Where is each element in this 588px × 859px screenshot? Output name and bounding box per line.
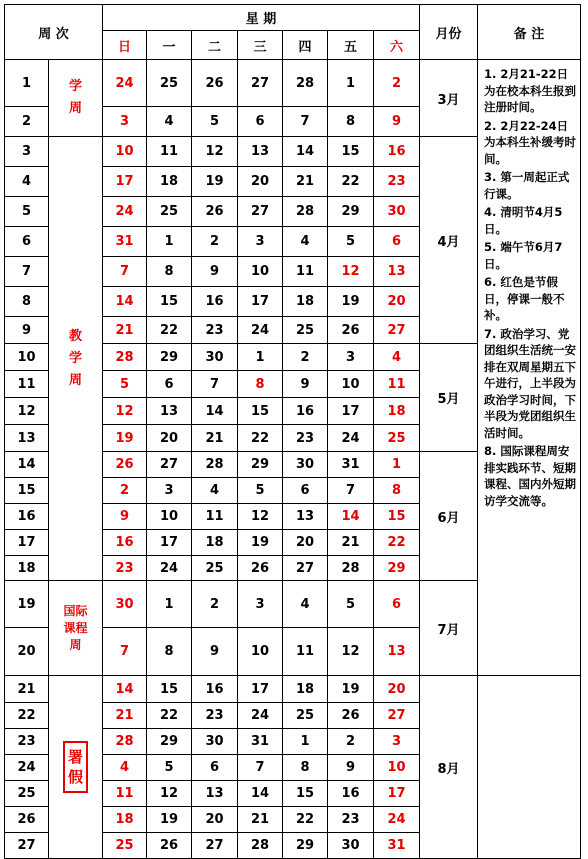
date-cell: 8 (328, 107, 374, 137)
date-cell: 14 (238, 781, 283, 807)
week-number: 27 (5, 833, 49, 859)
week-number: 19 (5, 581, 49, 628)
weekday-2: 二 (192, 31, 238, 60)
date-cell: 10 (328, 371, 374, 398)
date-cell: 25 (147, 60, 192, 107)
date-cell: 24 (238, 317, 283, 344)
date-cell: 24 (147, 556, 192, 581)
week-number: 11 (5, 371, 49, 398)
date-cell: 28 (283, 197, 328, 227)
date-cell: 13 (238, 137, 283, 167)
date-cell: 9 (103, 504, 147, 530)
date-cell: 16 (192, 676, 238, 703)
month-cell: 3月 (420, 60, 478, 137)
date-cell: 30 (283, 452, 328, 478)
date-cell: 13 (374, 257, 420, 287)
week-number: 16 (5, 504, 49, 530)
date-cell: 21 (103, 317, 147, 344)
week-number: 14 (5, 452, 49, 478)
note-item: 1. 2月21-22日为在校本科生报到注册时间。 (484, 67, 576, 114)
date-cell: 10 (147, 504, 192, 530)
date-cell: 5 (103, 371, 147, 398)
date-cell: 14 (283, 137, 328, 167)
date-cell: 26 (192, 197, 238, 227)
date-cell: 26 (238, 556, 283, 581)
date-cell: 27 (238, 60, 283, 107)
date-cell: 8 (147, 628, 192, 676)
date-cell: 21 (103, 703, 147, 729)
date-cell: 12 (103, 398, 147, 425)
date-cell: 7 (192, 371, 238, 398)
date-cell: 19 (238, 530, 283, 556)
date-cell: 18 (374, 398, 420, 425)
date-cell: 30 (192, 344, 238, 371)
date-cell: 31 (374, 833, 420, 859)
date-cell: 21 (192, 425, 238, 452)
date-cell: 30 (192, 729, 238, 755)
date-cell: 8 (238, 371, 283, 398)
date-cell: 10 (238, 628, 283, 676)
week-number: 20 (5, 628, 49, 676)
date-cell: 5 (328, 581, 374, 628)
date-cell: 19 (192, 167, 238, 197)
date-cell: 29 (147, 344, 192, 371)
month-cell: 4月 (420, 137, 478, 344)
date-cell: 28 (283, 60, 328, 107)
weekday-header: 星 期 (103, 5, 420, 31)
date-cell: 18 (283, 676, 328, 703)
date-cell: 22 (147, 703, 192, 729)
week-number: 25 (5, 781, 49, 807)
date-cell: 1 (147, 227, 192, 257)
date-cell: 4 (147, 107, 192, 137)
date-cell: 26 (192, 60, 238, 107)
date-cell: 7 (103, 257, 147, 287)
date-cell: 5 (238, 478, 283, 504)
date-cell: 18 (147, 167, 192, 197)
date-cell: 16 (374, 137, 420, 167)
date-cell: 23 (192, 703, 238, 729)
date-cell: 25 (283, 703, 328, 729)
week-number: 10 (5, 344, 49, 371)
date-cell: 16 (283, 398, 328, 425)
date-cell: 2 (103, 478, 147, 504)
date-cell: 5 (147, 755, 192, 781)
week-number: 22 (5, 703, 49, 729)
date-cell: 5 (328, 227, 374, 257)
date-cell: 22 (328, 167, 374, 197)
week-number: 5 (5, 197, 49, 227)
date-cell: 14 (328, 504, 374, 530)
date-cell: 16 (192, 287, 238, 317)
date-cell: 25 (192, 556, 238, 581)
date-cell: 6 (238, 107, 283, 137)
note-item: 4. 清明节4月5日。 (484, 205, 563, 236)
date-cell: 21 (283, 167, 328, 197)
date-cell: 9 (192, 257, 238, 287)
date-cell: 3 (238, 227, 283, 257)
date-cell: 12 (328, 628, 374, 676)
date-cell: 8 (283, 755, 328, 781)
week-number: 7 (5, 257, 49, 287)
date-cell: 14 (103, 287, 147, 317)
date-cell: 7 (238, 755, 283, 781)
date-cell: 24 (374, 807, 420, 833)
date-cell: 7 (283, 107, 328, 137)
academic-calendar-table (4, 4, 581, 859)
date-cell: 1 (328, 60, 374, 107)
date-cell: 31 (328, 452, 374, 478)
phase-study (49, 60, 103, 137)
date-cell: 24 (103, 197, 147, 227)
date-cell: 29 (374, 556, 420, 581)
week-number: 2 (5, 107, 49, 137)
week-number: 17 (5, 530, 49, 556)
date-cell: 15 (374, 504, 420, 530)
month-cell: 6月 (420, 452, 478, 581)
week-row (5, 676, 581, 703)
week-number: 15 (5, 478, 49, 504)
weekday-3: 三 (238, 31, 283, 60)
date-cell: 6 (283, 478, 328, 504)
date-cell: 12 (192, 137, 238, 167)
date-cell: 31 (238, 729, 283, 755)
week-number: 26 (5, 807, 49, 833)
note-item: 2. 2月22-24日为本科生补缓考时间。 (484, 118, 576, 166)
note-item: 6. 红色是节假日，停课一般不补。 (484, 275, 565, 322)
date-cell: 4 (283, 581, 328, 628)
date-cell: 27 (192, 833, 238, 859)
date-cell: 11 (103, 781, 147, 807)
date-cell: 14 (103, 676, 147, 703)
date-cell: 17 (238, 287, 283, 317)
date-cell: 28 (103, 729, 147, 755)
date-cell: 25 (283, 317, 328, 344)
date-cell: 6 (192, 755, 238, 781)
date-cell: 16 (328, 781, 374, 807)
date-cell: 13 (374, 628, 420, 676)
date-cell: 15 (283, 781, 328, 807)
week-number-header: 周 次 (5, 5, 103, 60)
date-cell: 15 (147, 287, 192, 317)
date-cell: 2 (283, 344, 328, 371)
date-cell: 18 (192, 530, 238, 556)
date-cell: 19 (103, 425, 147, 452)
date-cell: 17 (328, 398, 374, 425)
date-cell: 9 (283, 371, 328, 398)
date-cell: 2 (192, 581, 238, 628)
date-cell: 24 (103, 60, 147, 107)
date-cell: 20 (147, 425, 192, 452)
date-cell: 2 (374, 60, 420, 107)
date-cell: 4 (103, 755, 147, 781)
date-cell: 27 (283, 556, 328, 581)
date-cell: 25 (147, 197, 192, 227)
date-cell: 7 (103, 628, 147, 676)
date-cell: 6 (374, 581, 420, 628)
date-cell: 22 (147, 317, 192, 344)
date-cell: 28 (103, 344, 147, 371)
date-cell: 25 (374, 425, 420, 452)
weekday-5: 五 (328, 31, 374, 60)
date-cell: 3 (374, 729, 420, 755)
date-cell: 13 (192, 781, 238, 807)
note-item: 3. 第一周起正式行课。 (484, 170, 570, 201)
date-cell: 29 (328, 197, 374, 227)
date-cell: 10 (103, 137, 147, 167)
date-cell: 28 (328, 556, 374, 581)
date-cell: 13 (147, 398, 192, 425)
date-cell: 27 (374, 317, 420, 344)
date-cell: 26 (103, 452, 147, 478)
date-cell: 11 (283, 628, 328, 676)
date-cell: 30 (103, 581, 147, 628)
date-cell: 20 (374, 287, 420, 317)
date-cell: 13 (283, 504, 328, 530)
week-number: 6 (5, 227, 49, 257)
week-number: 24 (5, 755, 49, 781)
date-cell: 2 (192, 227, 238, 257)
date-cell: 18 (103, 807, 147, 833)
week-number: 9 (5, 317, 49, 344)
week-number: 23 (5, 729, 49, 755)
date-cell: 30 (328, 833, 374, 859)
date-cell: 20 (374, 676, 420, 703)
remarks-empty (478, 676, 581, 859)
date-cell: 30 (374, 197, 420, 227)
month-cell: 8月 (420, 676, 478, 859)
date-cell: 3 (147, 478, 192, 504)
date-cell: 3 (103, 107, 147, 137)
phase-label: 学 周 (68, 79, 82, 116)
date-cell: 7 (328, 478, 374, 504)
date-cell: 11 (147, 137, 192, 167)
note-item: 5. 端午节6月7日。 (484, 240, 563, 271)
date-cell: 22 (283, 807, 328, 833)
date-cell: 24 (238, 703, 283, 729)
date-cell: 9 (328, 755, 374, 781)
date-cell: 31 (103, 227, 147, 257)
date-cell: 26 (328, 317, 374, 344)
date-cell: 29 (147, 729, 192, 755)
date-cell: 22 (374, 530, 420, 556)
vacation-label: 署 假 (63, 741, 88, 793)
date-cell: 17 (238, 676, 283, 703)
date-cell: 12 (238, 504, 283, 530)
date-cell: 1 (147, 581, 192, 628)
date-cell: 10 (238, 257, 283, 287)
date-cell: 19 (147, 807, 192, 833)
date-cell: 27 (374, 703, 420, 729)
date-cell: 17 (147, 530, 192, 556)
date-cell: 9 (374, 107, 420, 137)
date-cell: 6 (374, 227, 420, 257)
date-cell: 12 (147, 781, 192, 807)
date-cell: 6 (147, 371, 192, 398)
month-cell: 5月 (420, 344, 478, 452)
date-cell: 11 (192, 504, 238, 530)
week-number: 12 (5, 398, 49, 425)
month-header: 月份 (420, 5, 478, 60)
date-cell: 3 (328, 344, 374, 371)
date-cell: 23 (192, 317, 238, 344)
note-item: 7. 政治学习、党团组织生活统一安排在双周星期五下午进行，上半段为政治学习时间，下半段为党团组织生活时间。 (484, 326, 576, 440)
phase-label: 国际 课程 周 (63, 603, 88, 652)
date-cell: 29 (283, 833, 328, 859)
date-cell: 23 (374, 167, 420, 197)
date-cell: 10 (374, 755, 420, 781)
week-number: 3 (5, 137, 49, 167)
date-cell: 17 (103, 167, 147, 197)
date-cell: 19 (328, 676, 374, 703)
remarks-notes (478, 60, 581, 676)
date-cell: 9 (192, 628, 238, 676)
date-cell: 15 (328, 137, 374, 167)
date-cell: 19 (328, 287, 374, 317)
week-number: 13 (5, 425, 49, 452)
date-cell: 20 (192, 807, 238, 833)
date-cell: 18 (283, 287, 328, 317)
phase-teach (49, 137, 103, 581)
weekday-4: 四 (283, 31, 328, 60)
date-cell: 23 (283, 425, 328, 452)
week-number: 8 (5, 287, 49, 317)
date-cell: 24 (328, 425, 374, 452)
date-cell: 8 (147, 257, 192, 287)
date-cell: 14 (192, 398, 238, 425)
date-cell: 15 (147, 676, 192, 703)
week-row (5, 60, 581, 107)
week-number: 21 (5, 676, 49, 703)
date-cell: 23 (328, 807, 374, 833)
date-cell: 20 (238, 167, 283, 197)
week-number: 4 (5, 167, 49, 197)
weekday-6: 六 (374, 31, 420, 60)
date-cell: 1 (374, 452, 420, 478)
weekday-1: 一 (147, 31, 192, 60)
date-cell: 15 (238, 398, 283, 425)
date-cell: 28 (192, 452, 238, 478)
date-cell: 21 (238, 807, 283, 833)
note-item: 8. 国际课程周安排实践环节、短期课程、国内外短期访学交流等。 (484, 444, 576, 508)
phase-label: 教 学 周 (68, 328, 82, 388)
date-cell: 3 (238, 581, 283, 628)
week-number: 18 (5, 556, 49, 581)
date-cell: 26 (328, 703, 374, 729)
date-cell: 11 (283, 257, 328, 287)
date-cell: 29 (238, 452, 283, 478)
week-number: 1 (5, 60, 49, 107)
date-cell: 25 (103, 833, 147, 859)
weekday-0: 日 (103, 31, 147, 60)
date-cell: 21 (328, 530, 374, 556)
date-cell: 26 (147, 833, 192, 859)
date-cell: 20 (283, 530, 328, 556)
phase-vacation (49, 676, 103, 859)
date-cell: 27 (147, 452, 192, 478)
date-cell: 16 (103, 530, 147, 556)
date-cell: 2 (328, 729, 374, 755)
date-cell: 27 (238, 197, 283, 227)
month-cell: 7月 (420, 581, 478, 676)
date-cell: 11 (374, 371, 420, 398)
date-cell: 4 (283, 227, 328, 257)
date-cell: 23 (103, 556, 147, 581)
date-cell: 5 (192, 107, 238, 137)
date-cell: 4 (192, 478, 238, 504)
date-cell: 1 (283, 729, 328, 755)
phase-intl (49, 581, 103, 676)
date-cell: 4 (374, 344, 420, 371)
date-cell: 8 (374, 478, 420, 504)
date-cell: 1 (238, 344, 283, 371)
date-cell: 22 (238, 425, 283, 452)
date-cell: 17 (374, 781, 420, 807)
date-cell: 12 (328, 257, 374, 287)
date-cell: 28 (238, 833, 283, 859)
remarks-header: 备 注 (478, 5, 581, 60)
